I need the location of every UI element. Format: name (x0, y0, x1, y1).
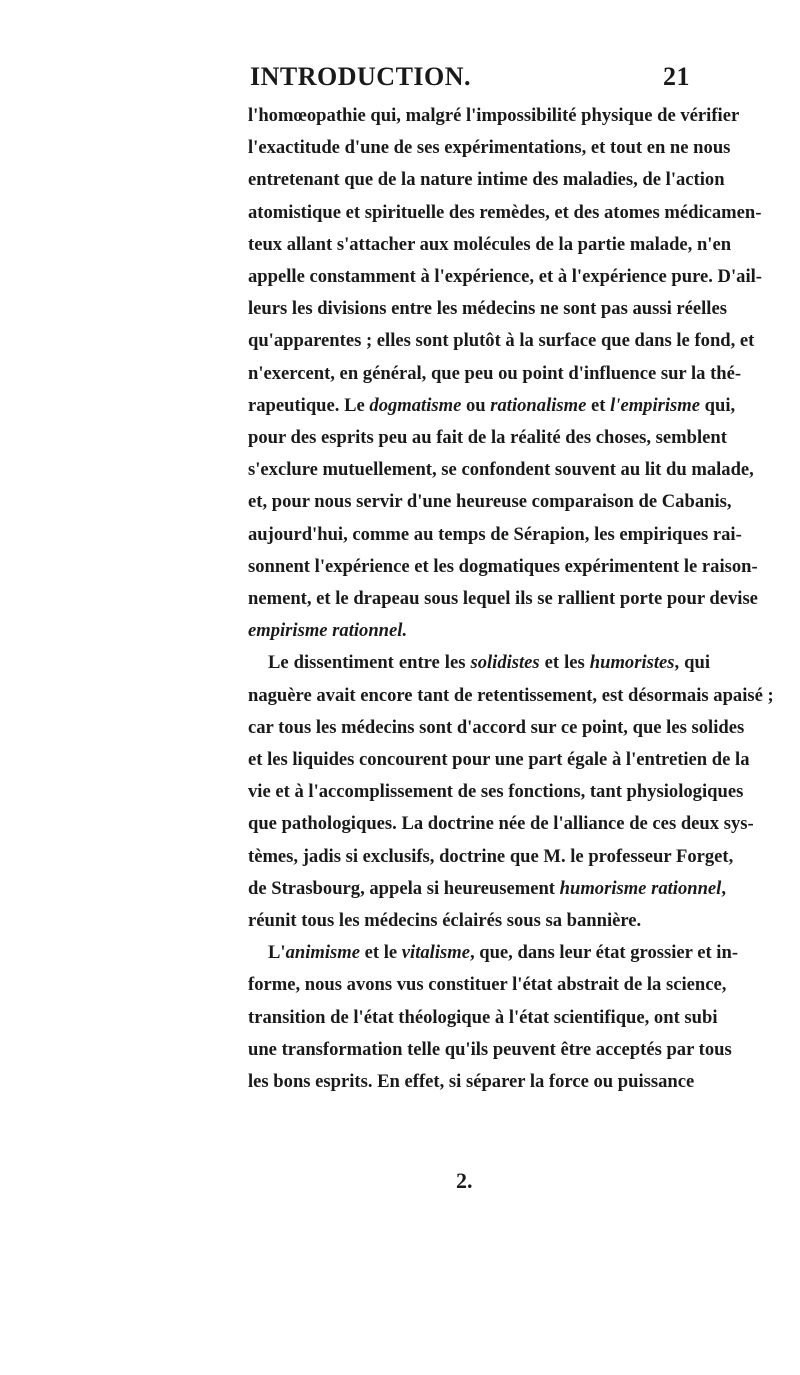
text-line (248, 905, 710, 937)
text-segment: L' (268, 942, 286, 964)
text-line (248, 712, 745, 744)
text-segment: car tous les médecins sont d'accord sur ce point, que les solides (248, 716, 745, 738)
text-segment: pour des esprits peu au fait de la réalité des choses, semblent (248, 427, 727, 449)
text-line (248, 969, 727, 1001)
text-segment: tèmes, jadis si exclusifs, doctrine que M. le professeur Forget, (248, 845, 734, 867)
text-segment: et (586, 394, 611, 416)
text-segment: que pathologiques. La doctrine née de l'alliance de ces deux sys- (248, 813, 754, 835)
text-segment: vie et à l'accomplissement de ses fonctions, tant physiologiques (248, 781, 744, 803)
text-line (248, 454, 754, 486)
italic-term: animisme (285, 942, 360, 964)
text-segment: entretenant que de la nature intime des maladies, de l'action (248, 169, 725, 191)
text-line (248, 197, 762, 229)
header-title: INTRODUCTION. (250, 62, 472, 91)
text-segment: l'homœopathie qui, malgré l'impossibilité physique de vérifier (248, 105, 740, 126)
text-segment: aujourd'hui, comme au temps de Sérapion, les empiriques rai- (248, 523, 742, 545)
text-segment: une transformation telle qu'ils peuvent être acceptés par tous (248, 1038, 732, 1060)
text-line (248, 486, 732, 518)
text-segment: ou (461, 394, 491, 416)
text-segment: et, pour nous servir d'une heureuse comparaison de Cabanis, (248, 491, 732, 513)
text-segment: réunit tous les médecins éclairés sous sa bannière. (248, 910, 642, 932)
text-segment: et le (359, 942, 402, 964)
signature-mark: 2. (456, 1168, 473, 1193)
text-line (248, 164, 725, 196)
text-line (248, 873, 727, 905)
text-line (248, 776, 744, 808)
text-segment: transition de l'état théologique à l'état scientifique, ont subi (248, 1006, 718, 1028)
text-line (248, 841, 734, 873)
text-line (248, 229, 732, 261)
text-line (248, 583, 758, 615)
text-segment: qui, (699, 394, 736, 416)
italic-term: humoristes (589, 652, 675, 674)
italic-term: vitalisme (401, 942, 470, 964)
text-line (248, 100, 740, 132)
text-segment: forme, nous avons vus constituer l'état abstrait de la science, (248, 974, 727, 996)
text-segment: naguère avait encore tant de retentissement, est désormais apaisé ; (248, 684, 774, 706)
text-segment: Le dissentiment entre les (268, 652, 471, 674)
text-segment: et les (539, 652, 590, 674)
text-segment: rapeutique. Le (248, 394, 370, 416)
text-segment: atomistique et spirituelle des remèdes, et des atomes médicamen- (248, 201, 762, 223)
page-number: 21 (663, 62, 690, 91)
text-line (248, 647, 710, 679)
text-line (248, 744, 750, 776)
text-line (248, 808, 754, 840)
text-segment: et les liquides concourent pour une part égale à l'entretien de la (248, 749, 750, 771)
italic-term: empirisme rationnel. (248, 620, 408, 642)
text-segment: qu'apparentes ; elles sont plutôt à la surface que dans le fond, et (248, 330, 755, 352)
text-segment: nement, et le drapeau sous lequel ils se rallient porte pour devise (248, 588, 758, 610)
text-line (248, 132, 731, 164)
text-segment: , qui (674, 652, 710, 674)
text-segment: , que, dans leur état grossier et in- (469, 942, 739, 964)
italic-term: humorisme rationnel (559, 877, 722, 899)
text-segment: leurs les divisions entre les médecins ne sont pas aussi réelles (248, 298, 727, 320)
text-segment: sonnent l'expérience et les dogmatiques expérimentent le raison- (248, 555, 758, 577)
text-line (248, 937, 739, 969)
text-line (248, 519, 742, 551)
italic-term: rationalisme (490, 394, 587, 416)
text-line (248, 325, 755, 357)
text-segment: les bons esprits. En effet, si séparer la force ou puissance (248, 1071, 695, 1093)
text-segment: appelle constamment à l'expérience, et à l'expérience pure. D'ail- (248, 266, 762, 288)
text-line (248, 1034, 732, 1066)
text-segment: de Strasbourg, appela si heureusement (248, 877, 560, 899)
text-line (248, 261, 762, 293)
italic-term: solidistes (470, 652, 540, 674)
text-segment: teux allant s'attacher aux molécules de la partie malade, n'en (248, 233, 732, 255)
text-line (248, 551, 758, 583)
text-segment: n'exercent, en général, que peu ou point d'influence sur la thé- (248, 362, 742, 384)
text-line (248, 1002, 718, 1034)
text-line (248, 293, 727, 325)
text-segment: l'exactitude d'une de ses expérimentations, et tout en ne nous (248, 137, 731, 159)
text-line (248, 358, 742, 390)
text-line (248, 1066, 710, 1098)
italic-term: dogmatisme (369, 394, 462, 416)
body-text (248, 100, 774, 1098)
text-segment: s'exclure mutuellement, se confondent souvent au lit du malade, (248, 459, 754, 481)
text-line (248, 422, 727, 454)
text-line (248, 680, 774, 712)
text-line (248, 615, 710, 647)
text-line (248, 390, 736, 422)
text-segment: , (721, 877, 727, 899)
italic-term: l'empirisme (610, 394, 700, 416)
